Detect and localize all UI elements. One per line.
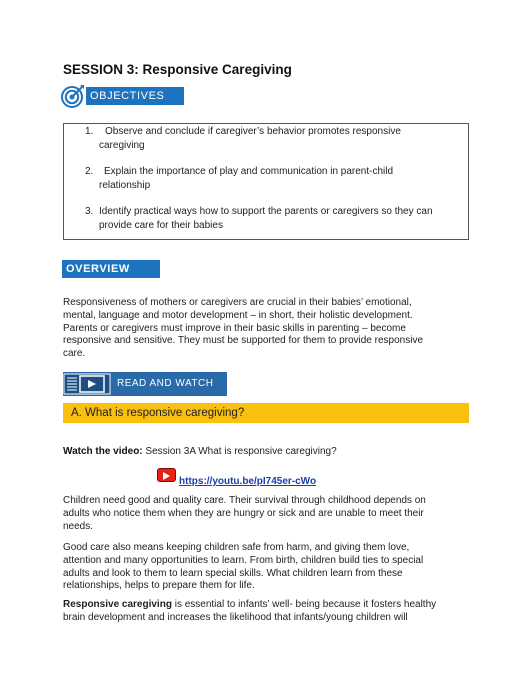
watch-video-title: Session 3A What is responsive caregiving? xyxy=(142,446,337,457)
overview-paragraph xyxy=(63,297,463,361)
body-paragraph-1 xyxy=(63,495,468,533)
body-paragraph-3 xyxy=(63,599,468,625)
target-icon xyxy=(61,84,85,108)
objective-number: 3. xyxy=(85,206,94,217)
objective-number: 1. xyxy=(85,126,94,137)
section-a-heading: A. What is responsive caregiving? xyxy=(63,403,469,423)
text-line: mental, language and motor development – in short, their holistic development. xyxy=(63,309,413,321)
text-line: brain development and increases the likelihood that infants/young children will xyxy=(63,611,408,623)
overview-header: OVERVIEW xyxy=(62,260,160,278)
text-line xyxy=(63,599,468,612)
session-title: SESSION 3: Responsive Caregiving xyxy=(63,62,292,77)
book-play-icon xyxy=(63,372,111,396)
read-and-watch-banner xyxy=(63,372,227,396)
read-and-watch-label: READ AND WATCH xyxy=(117,378,214,389)
objective-line: provide care for their babies xyxy=(99,220,223,231)
text-line: needs. xyxy=(63,520,94,532)
objective-line: caregiving xyxy=(99,140,145,151)
text-line: relationships, helps to prepare them for life. xyxy=(63,580,255,592)
text-line: care. xyxy=(63,348,86,360)
text-run: is essential to infants’ well- being because it fosters healthy xyxy=(171,599,437,610)
watch-video-line xyxy=(63,446,337,457)
bold-term: Responsive caregiving xyxy=(63,599,172,610)
watch-video-prefix: Watch the video: xyxy=(63,446,143,457)
text-line: adults who notice them when they are hungry or sick and are unable to meet their xyxy=(63,507,424,519)
video-link[interactable]: https://youtu.be/pI745er-cWo xyxy=(179,476,317,487)
text-line: Parents or caregivers must improve in their basic skills in parenting – become xyxy=(63,322,406,334)
objective-number: 2. xyxy=(85,166,94,177)
body-paragraph-2 xyxy=(63,542,468,593)
text-line: attention and many opportunities to learn. From birth, children build ties to special xyxy=(63,554,424,566)
objectives-header: OBJECTIVES xyxy=(86,87,184,105)
objective-line: relationship xyxy=(99,180,151,191)
text-line: adults and look to them to learn special skills. What children learn from these xyxy=(63,567,403,579)
text-line: Children need good and quality care. Their survival through childhood depends on xyxy=(63,495,426,506)
youtube-play-icon[interactable] xyxy=(157,468,176,482)
objectives-box xyxy=(63,123,469,240)
objective-line: Observe and conclude if caregiver’s behavior promotes responsive xyxy=(105,126,401,137)
objective-line: Identify practical ways how to support the parents or caregivers so they can xyxy=(99,206,433,217)
text-line: responsive and sensitive. They must be supported for them to provide responsive xyxy=(63,335,424,347)
text-line: Responsiveness of mothers or caregivers are crucial in their babies’ emotional, xyxy=(63,297,412,308)
text-line: Good care also means keeping children safe from harm, and giving them love, xyxy=(63,542,410,553)
objective-line: Explain the importance of play and communication in parent-child xyxy=(104,166,394,177)
